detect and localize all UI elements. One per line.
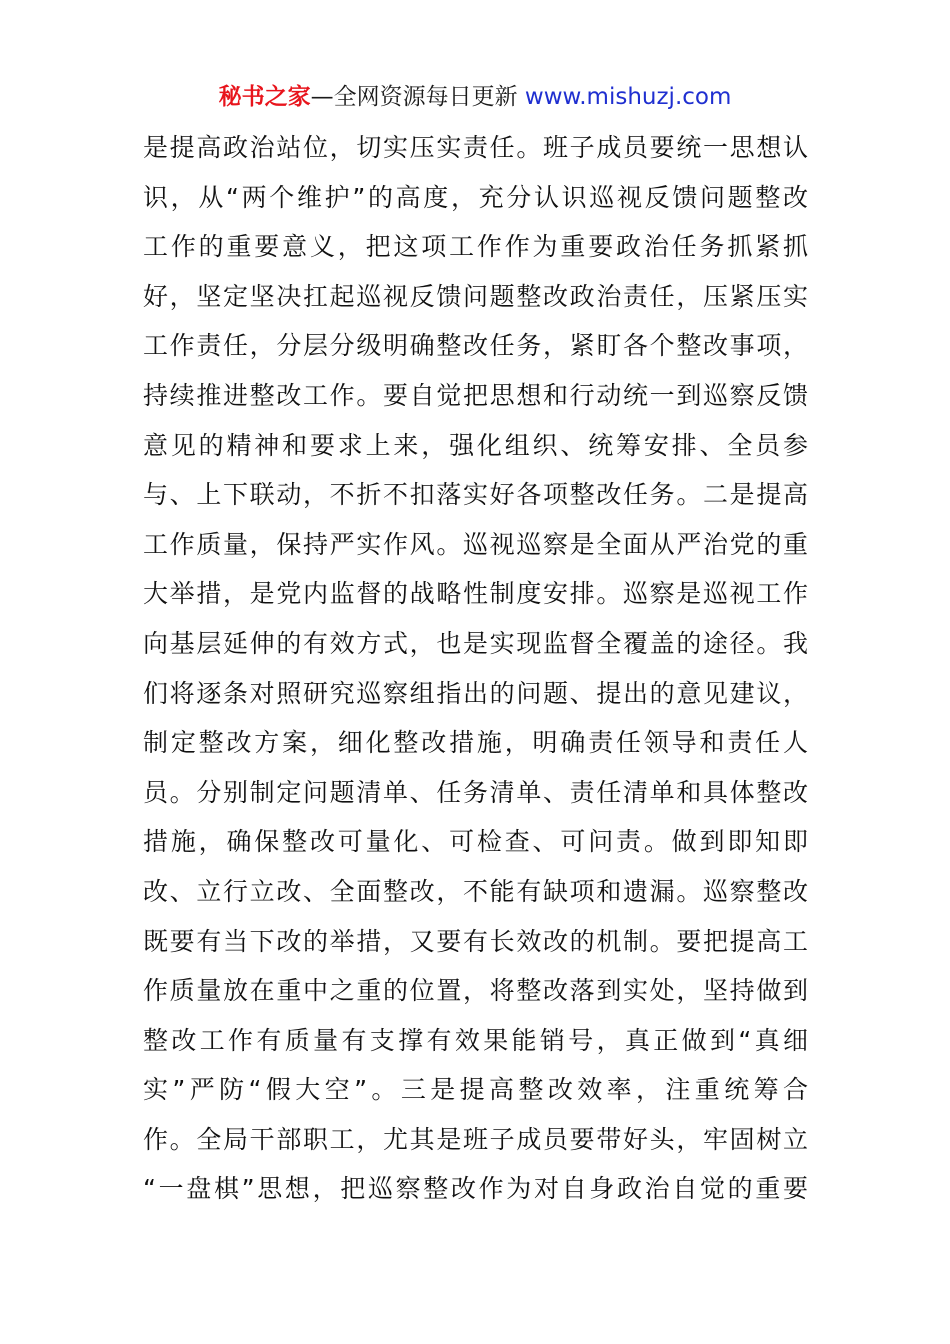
text-line: 工作责任，分层分级明确整改任务，紧盯各个整改事项，: [143, 331, 808, 361]
header-url-link[interactable]: www.mishuzj.com: [524, 84, 732, 110]
text-line: 作。全局干部职工，尤其是班子成员要带好头，牢固树立: [143, 1124, 808, 1154]
text-line: 制定整改方案，细化整改措施，明确责任领导和责任人: [143, 728, 808, 758]
text-line: 实”严防“假大空”。三是提高整改效率，注重统筹合: [143, 1075, 808, 1105]
text-line: 大举措，是党内监督的战略性制度安排。巡察是巡视工作: [143, 579, 808, 609]
header-brand: 秘书之家: [218, 84, 311, 110]
text-line: “一盘棋”思想，把巡察整改作为对自身政治自觉的重要: [143, 1174, 808, 1204]
text-line: 员。分别制定问题清单、任务清单、责任清单和具体整改: [143, 777, 808, 807]
text-line: 是提高政治站位，切实压实责任。班子成员要统一思想认: [143, 133, 808, 162]
text-line: 工作质量，保持严实作风。巡视巡察是全面从严治党的重: [143, 529, 808, 559]
text-line: 措施，确保整改可量化、可检查、可问责。做到即知即: [143, 827, 808, 857]
text-line: 与、上下联动，不折不扣落实好各项整改任务。二是提高: [143, 480, 808, 510]
text-line: 们将逐条对照研究巡察组指出的问题、提出的意见建议，: [143, 678, 808, 708]
text-line: 意见的精神和要求上来，强化组织、统筹安排、全员参: [143, 430, 808, 460]
text-line: 好，坚定坚决扛起巡视反馈问题整改政治责任，压紧压实: [143, 281, 808, 311]
text-line: 既要有当下改的举措，又要有长效改的机制。要把提高工: [143, 926, 808, 956]
text-line: 向基层延伸的有效方式，也是实现监督全覆盖的途径。我: [143, 628, 808, 658]
text-line: 作质量放在重中之重的位置，将整改落到实处，坚持做到: [143, 976, 808, 1006]
body-paragraph: [143, 123, 808, 1214]
text-line: 识，从“两个维护”的高度，充分认识巡视反馈问题整改: [143, 182, 808, 212]
text-line: 整改工作有质量有支撑有效果能销号，真正做到“真细: [143, 1025, 808, 1055]
header-tagline: —全网资源每日更新: [310, 84, 525, 110]
text-line: 工作的重要意义，把这项工作作为重要政治任务抓紧抓: [143, 232, 808, 262]
text-line: 持续推进整改工作。要自觉把思想和行动统一到巡察反馈: [143, 380, 808, 410]
page-header: [0, 80, 950, 114]
text-line: 改、立行立改、全面整改，不能有缺项和遗漏。巡察整改: [143, 876, 808, 906]
